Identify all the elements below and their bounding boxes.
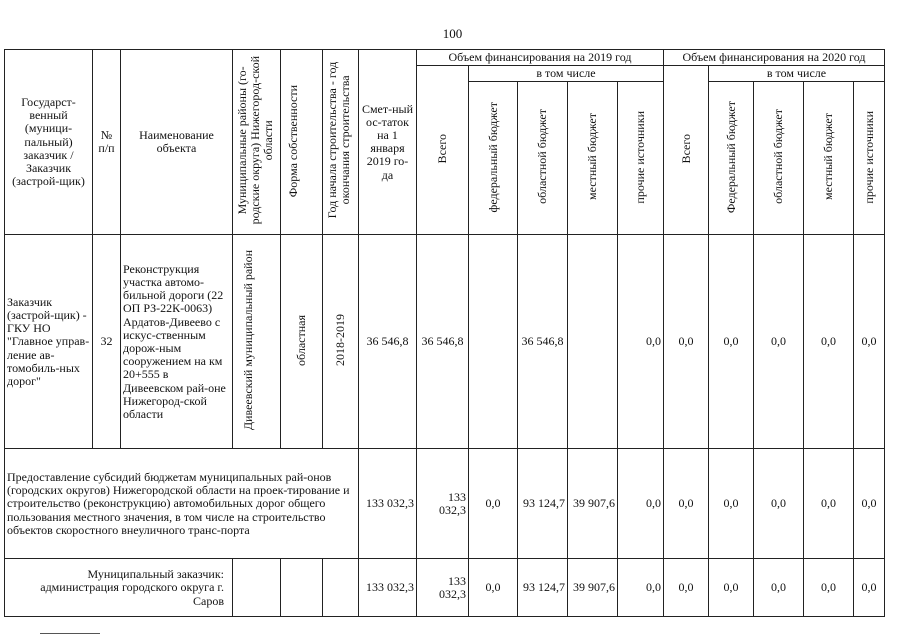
header-total-2019: Всего <box>435 133 449 164</box>
row2-total-2020: 0,0 <box>664 449 709 559</box>
row1-balance: 36 546,8 <box>359 235 417 449</box>
row1-ownership: областная <box>294 314 308 366</box>
row2-other-2020: 0,0 <box>854 449 885 559</box>
table-row <box>5 449 885 559</box>
header-local-2020-cell <box>804 82 854 235</box>
header-balance: Смет-ный ос-таток на 1 января 2019 го-да <box>359 50 417 235</box>
header-other-2019: прочие источники <box>633 110 647 204</box>
row1-regional-2020: 0,0 <box>754 235 804 449</box>
header-federal-2019: федеральный бюджет <box>485 101 500 213</box>
row2-regional-2020: 0,0 <box>754 449 804 559</box>
row3-other-2019: 0,0 <box>618 559 664 617</box>
header-ownership-cell <box>281 50 323 235</box>
header-fin-2019: Объем финансирования на 2019 год <box>417 50 664 66</box>
header-federal-2020: Федеральный бюджет <box>723 100 738 213</box>
row3-local-2019: 39 907,6 <box>568 559 618 617</box>
header-federal-2019-cell <box>469 82 518 235</box>
row3-federal-2020: 0,0 <box>709 559 754 617</box>
row3-total-2020: 0,0 <box>664 559 709 617</box>
row1-years-cell <box>323 235 359 449</box>
row3-balance: 133 032,3 <box>359 559 417 617</box>
header-total-2020-cell <box>664 66 709 235</box>
row1-local-2020: 0,0 <box>804 235 854 449</box>
page-number: 100 <box>442 26 463 41</box>
row3-federal-2019: 0,0 <box>469 559 518 617</box>
row1-ownership-cell <box>281 235 323 449</box>
header-local-2019-cell <box>568 82 618 235</box>
row3-empty-district <box>233 559 281 617</box>
row2-federal-2020: 0,0 <box>709 449 754 559</box>
header-other-2020: прочие источники <box>861 110 876 204</box>
row1-years: 2018-2019 <box>333 314 347 367</box>
row3-empty-years <box>323 559 359 617</box>
header-years-cell <box>323 50 359 235</box>
row1-other-2019: 0,0 <box>618 235 664 449</box>
row2-federal-2019: 0,0 <box>469 449 518 559</box>
table-row <box>5 235 885 449</box>
header-local-2019: местный бюджет <box>585 113 599 201</box>
row1-object-name: Реконструкция участка автомо-бильной дороги (22 ОП РЗ-22К-0063) Ардатов-Дивеево с искус-ственным дорож-ным сооружением на км 20+555 в Дивеевском рай-оне Нижегород-ской области <box>121 235 233 449</box>
header-ownership: Форма собственности <box>285 84 300 197</box>
row3-label: Муниципальный заказчик: администрация городского округа г. Саров <box>5 559 233 617</box>
header-years: Год начала строительства - год окончания строительства <box>324 62 352 219</box>
header-regional-2020-cell <box>754 82 804 235</box>
header-customer: Государст-венный (муници-пальный) заказчик / Заказчик (застрой-щик) <box>5 50 93 235</box>
row1-district: Дивеевский муниципальный район <box>240 250 255 431</box>
row2-label: Предоставление субсидий бюджетам муниципальных рай-онов (городских округов) Нижегородской области на проек-тирование и строительство (реконструкцию) автомобильных дорог общего пользования местного значения, в том числе на строительство объектов скоростного внеуличного транс-порта <box>5 449 359 559</box>
header-regional-2020: областной бюджет <box>771 109 785 205</box>
row1-federal-2020: 0,0 <box>709 235 754 449</box>
financing-table <box>4 49 885 617</box>
row2-other-2019: 0,0 <box>618 449 664 559</box>
row3-regional-2019: 93 124,7 <box>518 559 568 617</box>
row3-total-2019: 133 032,3 <box>417 559 469 617</box>
header-fin-2020: Объем финансирования на 2020 год <box>664 50 885 66</box>
table-row <box>5 559 885 617</box>
header-regional-2019-cell <box>518 82 568 235</box>
header-local-2020: местный бюджет <box>821 113 835 201</box>
header-incl-2019: в том числе <box>469 66 664 82</box>
header-district: Муниципальные районы (го-родские округа) Нижегород-ской области <box>234 56 275 225</box>
bottom-rule <box>40 633 100 634</box>
row2-regional-2019: 93 124,7 <box>518 449 568 559</box>
row2-local-2019: 39 907,6 <box>568 449 618 559</box>
row2-total-2019: 133 032,3 <box>417 449 469 559</box>
row1-regional-2019: 36 546,8 <box>518 235 568 449</box>
header-district-cell <box>233 50 281 235</box>
header-other-2020-cell <box>854 82 885 235</box>
row1-other-2020: 0,0 <box>854 235 885 449</box>
row1-customer: Заказчик (застрой-щик) - ГКУ НО "Главное управ-ление ав-томобиль-ных дорог" <box>5 235 93 449</box>
row1-total-2020: 0,0 <box>664 235 709 449</box>
row1-total-2019: 36 546,8 <box>417 235 469 449</box>
header-total-2019-cell <box>417 66 469 235</box>
row3-empty-ownership <box>281 559 323 617</box>
row3-regional-2020: 0,0 <box>754 559 804 617</box>
row2-local-2020: 0,0 <box>804 449 854 559</box>
row2-balance: 133 032,3 <box>359 449 417 559</box>
header-regional-2019: областной бюджет <box>535 109 549 205</box>
row1-federal-2019 <box>469 235 518 449</box>
header-incl-2020: в том числе <box>709 66 885 82</box>
row3-local-2020: 0,0 <box>804 559 854 617</box>
header-object-name: Наименование объекта <box>121 50 233 235</box>
row1-local-2019 <box>568 235 618 449</box>
row1-district-cell <box>233 235 281 449</box>
row1-num: 32 <box>93 235 121 449</box>
row3-other-2020: 0,0 <box>854 559 885 617</box>
header-num: № п/п <box>93 50 121 235</box>
header-total-2020: Всего <box>678 133 693 164</box>
header-federal-2020-cell <box>709 82 754 235</box>
header-other-2019-cell <box>618 82 664 235</box>
